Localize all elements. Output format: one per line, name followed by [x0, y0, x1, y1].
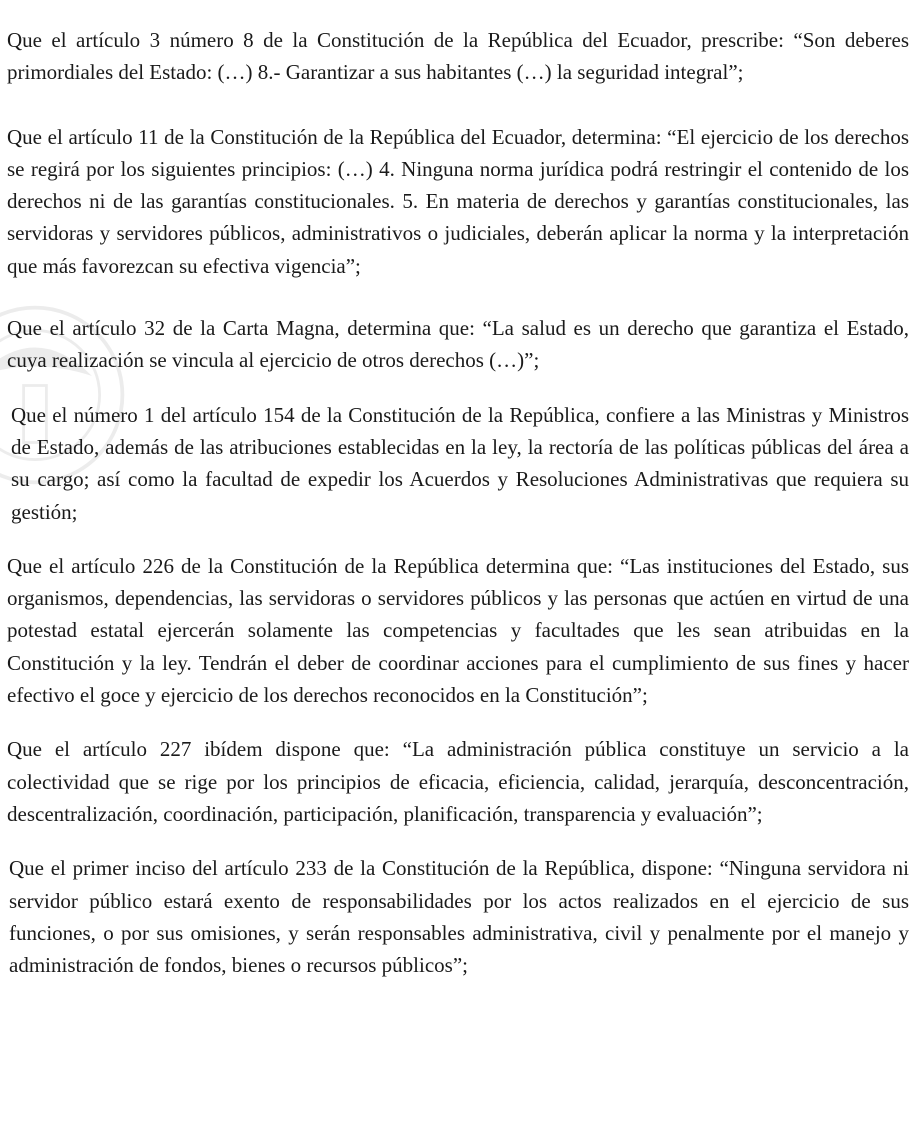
paragraph-article-226: Que el artículo 226 de la Constitución de la República determina que: “Las instituciones del Estado, sus organismos, dependencias, las servidoras o servidores públicos y las personas que actúen en virtud de una potestad estatal ejercerán solamente las competencias y facultades que les sean atribuidas en la Constitución y la ley. Tendrán el deber de coordinar acciones para el cumplimiento de sus fines y hacer efectivo el goce y ejercicio de los derechos reconocidos en la Constitución”;: [7, 553, 909, 708]
paragraph-article-32: Que el artículo 32 de la Carta Magna, determina que: “La salud es un derecho que garantiza el Estado, cuya realización se vincula al ejercicio de otros derechos (…)”;: [7, 316, 909, 373]
paragraph-article-233: Que el primer inciso del artículo 233 de la Constitución de la República, dispone: “Ninguna servidora ni servidor público estará exento de responsabilidades por los actos realizados en el ejercicio de sus funciones, o por sus omisiones, y serán responsables administrativa, civil y penalmente por el manejo y administración de fondos, bienes o recursos públicos”;: [9, 856, 909, 978]
paragraph-article-3: Que el artículo 3 número 8 de la Constitución de la República del Ecuador, prescribe: “Son deberes primordiales del Estado: (…) 8.- Garantizar a sus habitantes (…) la seguridad integral”;: [7, 28, 909, 85]
paragraph-article-154: Que el número 1 del artículo 154 de la Constitución de la República, confiere a las Ministras y Ministros de Estado, además de las atribuciones establecidas en la ley, la rectoría de las políticas públicas del área a su cargo; así como la facultad de expedir los Acuerdos y Resoluciones Administrativas que requiera su gestión;: [11, 402, 909, 524]
paragraph-article-227: Que el artículo 227 ibídem dispone que: “La administración pública constituye un servicio a la colectividad que se rige por los principios de eficacia, eficiencia, calidad, jerarquía, desconcentración, descentralización, coordinación, participación, planificación, transparencia y evaluación”;: [7, 737, 909, 826]
paragraph-article-11: Que el artículo 11 de la Constitución de la República del Ecuador, determina: “El ejercicio de los derechos se regirá por los siguientes principios: (…) 4. Ninguna norma jurídica podrá restringir el contenido de los derechos ni de las garantías constitucionales. 5. En materia de derechos y garantías constitucionales, las servidoras y servidores públicos, administrativos o judiciales, deberán aplicar la norma y la interpretación que más favorezcan su efectiva vigencia”;: [7, 124, 909, 278]
